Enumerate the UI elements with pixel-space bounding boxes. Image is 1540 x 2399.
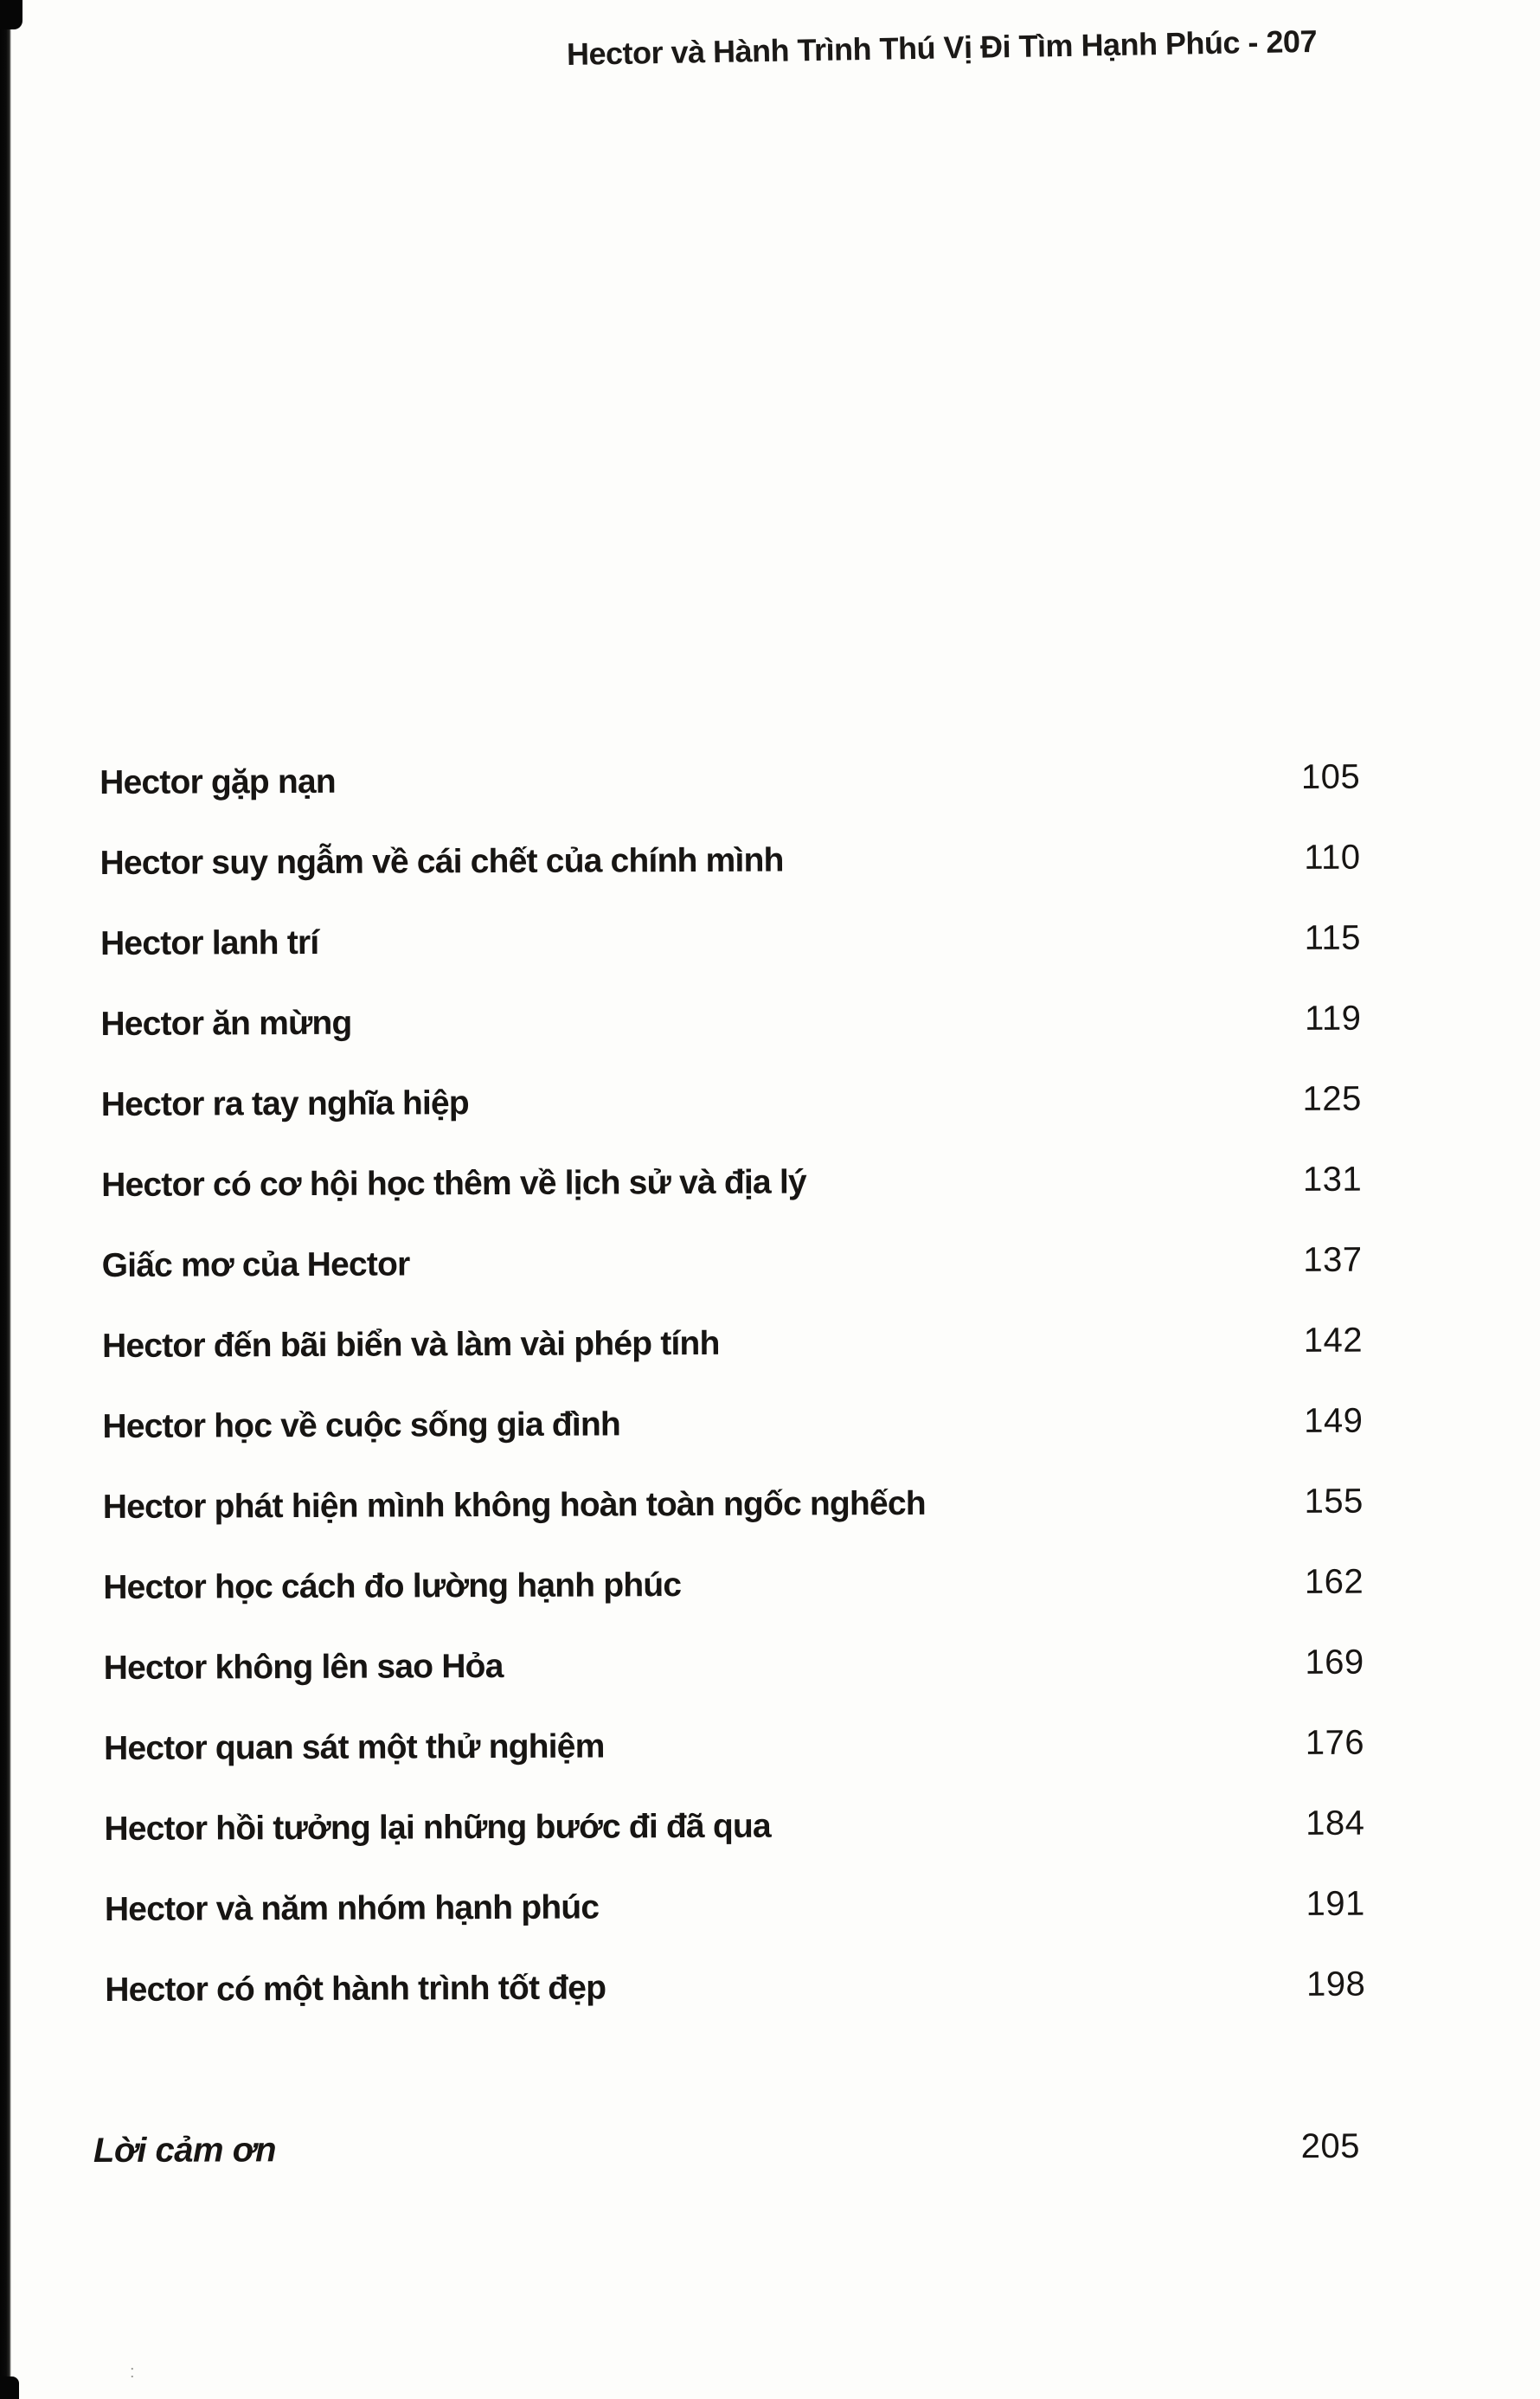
toc-entry-page-number: 176 <box>1305 1723 1365 1762</box>
toc-entry-title: Hector hồi tưởng lại những bước đi đã qua <box>104 1807 771 1848</box>
acknowledgements-title: Lời cảm ơn <box>93 2130 277 2170</box>
toc-row <box>102 1301 1363 1386</box>
toc-row <box>102 1381 1363 1467</box>
toc-entry-page-number: 115 <box>1304 918 1362 957</box>
toc-entry-page-number: 191 <box>1306 1884 1365 1923</box>
toc-row <box>105 1864 1365 1950</box>
running-header: Hector và Hành Trình Thú Vị Đi Tìm Hạnh Phúc - 207 <box>566 23 1318 72</box>
toc-row <box>103 1542 1364 1628</box>
toc-entry-title: Hector lanh trí <box>99 923 319 962</box>
toc-entry-title: Giấc mơ của Hector <box>101 1245 410 1284</box>
toc-entry-title: Hector gặp nạn <box>99 762 336 801</box>
toc-row <box>103 1623 1364 1708</box>
toc-entry-title: Hector ăn mừng <box>100 1004 352 1043</box>
scan-edge-left <box>0 0 11 2399</box>
acknowledgements-page-number: 205 <box>1300 2126 1361 2165</box>
toc-entry-title: Hector học cách đo lường hạnh phúc <box>103 1566 682 1606</box>
toc-entry-page-number: 105 <box>1300 757 1361 796</box>
toc-row <box>99 737 1360 823</box>
toc-row <box>105 1945 1365 2030</box>
toc-entry-page-number: 142 <box>1303 1321 1364 1360</box>
toc-entry-page-number: 125 <box>1302 1079 1362 1118</box>
toc-entry-page-number: 162 <box>1304 1562 1364 1601</box>
toc-entry-page-number: 198 <box>1306 1965 1366 2003</box>
toc-entry-page-number: 110 <box>1304 838 1361 877</box>
toc-entry-title: Hector phát hiện mình không hoàn toàn ngốc nghếch <box>102 1484 926 1526</box>
toc-entry-title: Hector và năm nhóm hạnh phúc <box>104 1888 600 1928</box>
toc-row <box>101 1140 1362 1225</box>
toc-entry-page-number: 119 <box>1305 999 1362 1038</box>
toc-entry-title: Hector suy ngẫm về cái chết của chính mình <box>99 841 784 882</box>
toc-entry-page-number: 155 <box>1304 1482 1364 1521</box>
toc-entry-title: Hector đến bãi biển và làm vài phép tính <box>101 1324 720 1365</box>
toc-entry-page-number: 131 <box>1302 1160 1363 1199</box>
toc-row <box>103 1462 1364 1547</box>
toc-entry-page-number: 149 <box>1304 1401 1364 1440</box>
toc-row <box>101 1220 1362 1306</box>
toc-entry-page-number: 169 <box>1305 1643 1364 1682</box>
acknowledgements-row <box>93 2116 1360 2181</box>
toc-entry-title: Hector quan sát một thử nghiệm <box>103 1727 605 1767</box>
toc-entry-page-number: 137 <box>1303 1240 1363 1279</box>
toc-row <box>104 1784 1364 1869</box>
toc-entry-title: Hector học về cuộc sống gia đình <box>102 1405 621 1445</box>
toc-entry-title: Hector có cơ hội học thêm về lịch sử và địa lý <box>101 1162 806 1204</box>
toc-entry-title: Hector không lên sao Hỏa <box>103 1647 504 1687</box>
toc-entry-title: Hector ra tay nghĩa hiệp <box>100 1084 469 1123</box>
toc-row <box>104 1703 1364 1789</box>
toc-row <box>100 979 1361 1064</box>
toc-row <box>101 1059 1362 1145</box>
toc-row <box>99 818 1360 904</box>
scan-speck: : <box>130 2363 135 2382</box>
scan-mark-bottom-left <box>0 2376 19 2399</box>
toc-list <box>99 737 1365 2030</box>
toc-row <box>100 898 1361 984</box>
scan-mark-top-left <box>0 0 22 29</box>
toc-entry-title: Hector có một hành trình tốt đẹp <box>105 1968 606 2009</box>
toc-entry-page-number: 184 <box>1306 1804 1365 1843</box>
